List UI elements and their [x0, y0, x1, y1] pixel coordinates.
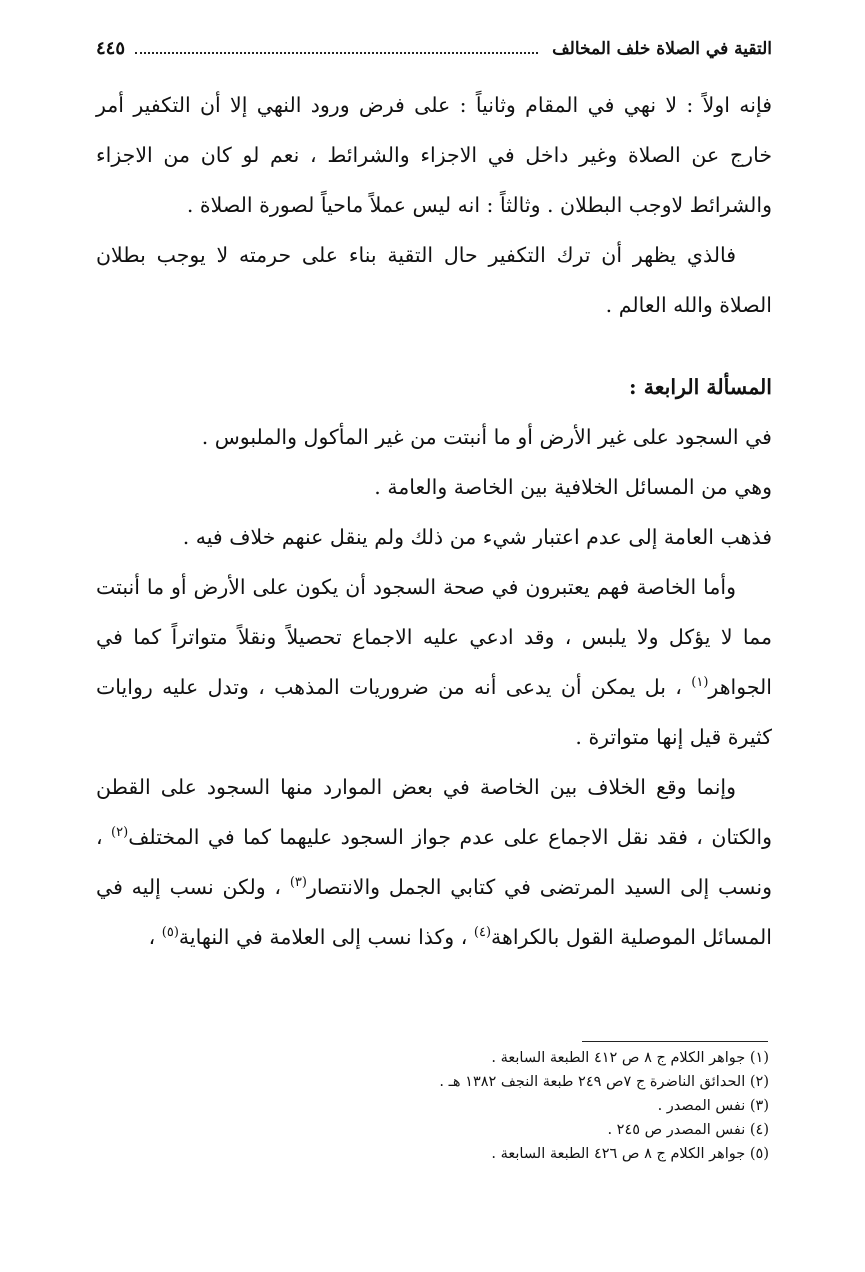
paragraph-6-text-b: ، بل يمكن أن يدعى أنه من ضروريات المذهب ، وتدل عليه روايات كثيرة قيل إنها متواترة .	[96, 675, 772, 749]
paragraph-6-text-a: وأما الخاصة فهم يعتبرون في صحة السجود أن يكون على الأرض أو ما أنبتت مما لا يؤكل ولا يلبس ، وقد ادعي عليه الاجماع تحصيلاً ونقلاً متواتراً كما في الجواهر	[96, 575, 772, 699]
paragraph-7-text-c: ، ولكن نسب إليه في المسائل الموصلية القول بالكراهة	[96, 875, 772, 949]
paragraph-7-text-b: ، ونسب إلى السيد المرتضى في كتابي الجمل والانتصار	[96, 825, 772, 899]
page-number: ٤٤٥	[96, 38, 126, 59]
footnote-4: (٤) نفس المصدر ص ٢٤٥ .	[607, 1122, 769, 1138]
paragraph-3: في السجود على غير الأرض أو ما أنبتت من غير المأكول والملبوس .	[201, 425, 772, 449]
paragraph-2: فالذي يظهر أن ترك التكفير حال التقية بناء على حرمته لا يوجب بطلان الصلاة والله العالم .	[96, 243, 772, 317]
footnote-1: (١) جواهر الكلام ج ٨ ص ٤١٢ الطبعة السابعة .	[491, 1050, 769, 1066]
paragraph-5: فذهب العامة إلى عدم اعتبار شيء من ذلك ولم ينقل عنهم خلاف فيه .	[182, 525, 772, 549]
paragraph-1: فإنه اولاً : لا نهي في المقام وثانياً : على فرض ورود النهي إلا أن التكفير أمر خارج عن الصلاة وغير داخل في الاجزاء والشرائط ، نعم لو كان من الاجزاء والشرائط لاوجب البطلان . وثالثاً : انه ليس عملاً ماحياً لصورة الصلاة .	[96, 93, 772, 217]
footnote-3: (٣) نفس المصدر .	[657, 1098, 769, 1114]
footnote-ref-2: (٢)	[111, 825, 129, 840]
paragraph-6	[96, 562, 772, 762]
footnote-ref-1: (١)	[691, 675, 709, 690]
footnote-2: (٢) الحدائق الناضرة ج ٧ص ٢٤٩ طبعة النجف ١٣٨٢ هـ .	[439, 1074, 769, 1090]
running-title: التقية في الصلاة خلف المخالف	[552, 39, 772, 59]
footnote-ref-3: (٣)	[289, 875, 307, 890]
footnote-ref-5: (٥)	[161, 925, 179, 940]
paragraph-7-text-d: ، وكذا نسب إلى العلامة في النهاية	[178, 925, 474, 949]
footnote-ref-4: (٤)	[473, 925, 492, 940]
footnote-separator	[582, 1041, 768, 1042]
paragraph-4: وهي من المسائل الخلافية بين الخاصة والعامة .	[374, 475, 772, 499]
paragraph-7	[96, 762, 772, 962]
footnote-5: (٥) جواهر الكلام ج ٨ ص ٤٢٦ الطبعة السابعة .	[491, 1146, 769, 1162]
dotted-leader	[135, 51, 538, 54]
book-page	[96, 38, 772, 962]
running-header	[96, 38, 772, 68]
paragraph-7-text-a: وإنما وقع الخلاف بين الخاصة في بعض الموارد منها السجود على القطن والكتان ، فقد نقل الاجماع على عدم جواز السجود عليهما كما في المختلف	[96, 775, 772, 849]
main-text	[96, 80, 772, 962]
paragraph-7-text-e: ،	[148, 925, 162, 949]
footnotes	[209, 1046, 769, 1166]
section-heading: المسألة الرابعة :	[629, 375, 772, 399]
